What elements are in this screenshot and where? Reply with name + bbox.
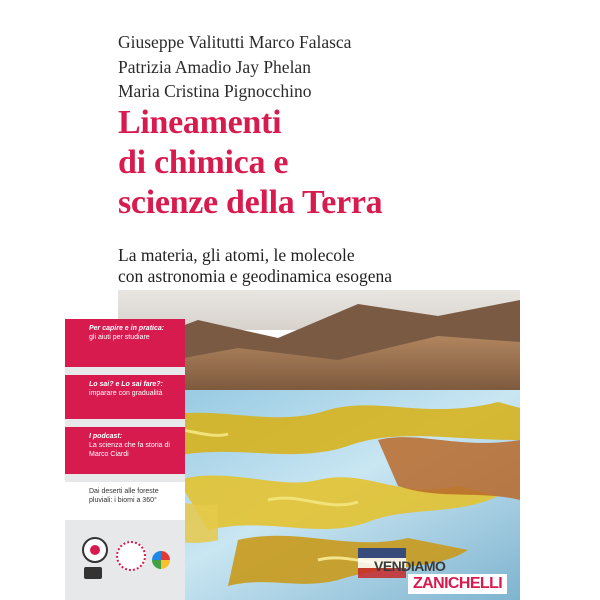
- badge-group: [82, 533, 182, 583]
- sidebar-tip-2: [65, 375, 185, 419]
- book-title: [118, 103, 382, 223]
- ebook-badge-icon: [82, 537, 108, 563]
- device-icon: [84, 567, 102, 579]
- subtitle-line-2: con astronomia e geodinamica esogena: [118, 266, 393, 286]
- title-line-1: Lineamenti: [118, 104, 282, 141]
- tip-2-heading: Lo sai? e Lo sai fare?:: [89, 381, 163, 388]
- tip-4-text: Dai deserti alle foreste pluviali: i biomi a 360°: [89, 488, 159, 504]
- subtitle-line-1: La materia, gli atomi, le molecole: [118, 245, 355, 265]
- tip-1-heading: Per capire e in pratica:: [89, 325, 165, 332]
- title-line-3: scienze della Terra: [118, 184, 383, 221]
- author-line-3: Maria Cristina Pignocchino: [118, 81, 312, 101]
- publisher-logo: ZANICHELLI: [408, 574, 507, 594]
- title-line-2: di chimica e: [118, 144, 289, 181]
- authors: [118, 30, 351, 104]
- sidebar-tip-3: [65, 427, 185, 474]
- tip-1-text: gli aiuti per studiare: [89, 334, 150, 341]
- tip-3-text: La scienza che fa storia di Marco Ciardi: [89, 442, 170, 458]
- author-line-2: Patrizia Amadio Jay Phelan: [118, 56, 311, 77]
- sidebar-tip-4: [65, 482, 185, 520]
- tip-2-text: imparare con gradualità: [89, 390, 163, 397]
- sidebar-tip-1: [65, 319, 185, 367]
- dotted-circle-badge-icon: [116, 541, 146, 571]
- book-subtitle: [118, 245, 392, 287]
- vendiamo-stamp: VENDIAMO: [374, 558, 446, 574]
- colorful-app-badge-icon: [152, 551, 170, 569]
- author-line-1: Giuseppe Valitutti Marco Falasca: [118, 32, 352, 52]
- tip-3-heading: I podcast:: [89, 433, 123, 440]
